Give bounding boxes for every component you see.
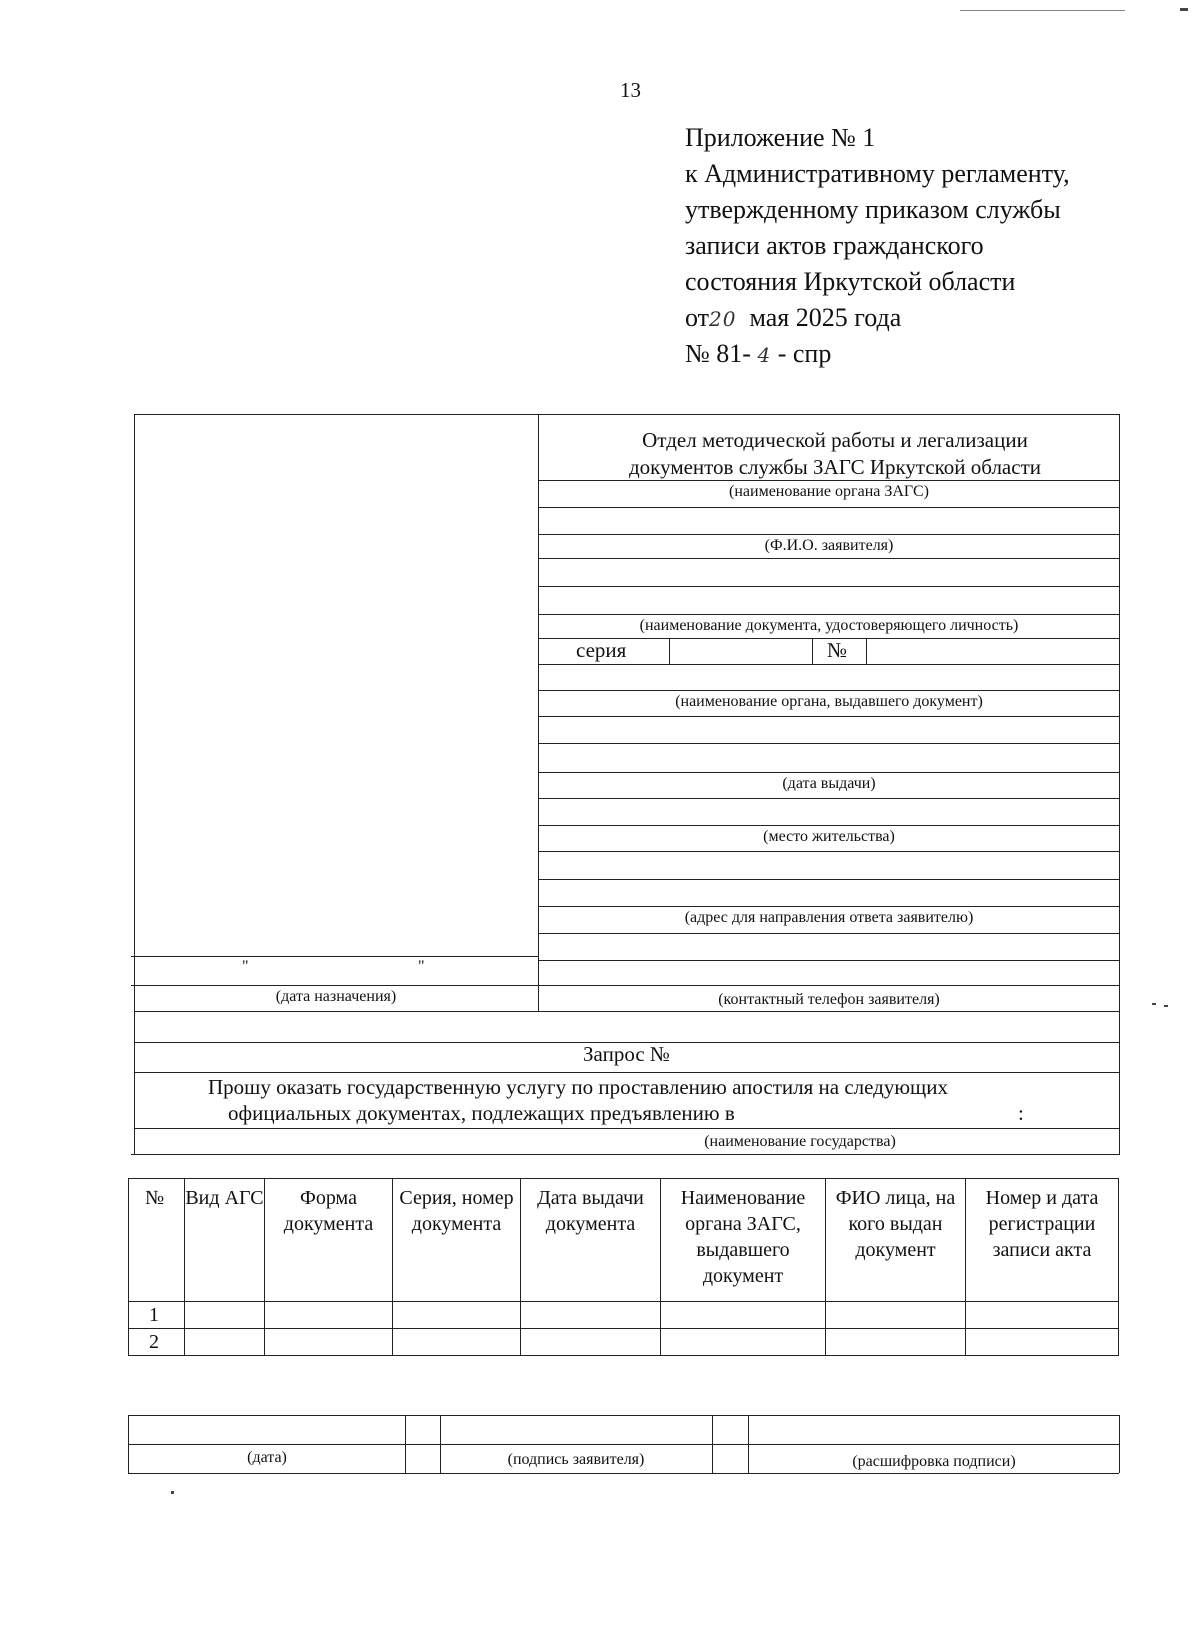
appointment-date-caption: (дата назначения): [275, 988, 397, 1005]
appendix-line: Приложение № 1: [685, 123, 876, 152]
residence-caption: (место жительства): [763, 828, 895, 845]
table-cell[interactable]: [185, 1302, 265, 1329]
appendix-line: состояния Иркутской области: [685, 267, 1016, 296]
row-number: 2: [129, 1329, 185, 1356]
signature-decode-caption: (расшифровка подписи): [852, 1453, 1016, 1470]
table-cell[interactable]: [966, 1329, 1119, 1356]
table-cell[interactable]: [826, 1302, 966, 1329]
number-suffix: - спр: [777, 339, 832, 368]
table-cell[interactable]: [265, 1302, 393, 1329]
table-cell[interactable]: [826, 1329, 966, 1356]
issue-date-caption: (дата выдачи): [782, 775, 876, 792]
quote-open: ": [242, 958, 249, 975]
table-row: [129, 1329, 1119, 1356]
date-caption: (дата): [247, 1449, 287, 1466]
address-caption: (адрес для направления ответа заявителю): [684, 909, 974, 926]
documents-table: [128, 1178, 1119, 1356]
rule: [128, 1415, 129, 1473]
rule: [538, 507, 1119, 508]
series-label: серия: [576, 638, 627, 662]
form-column-divider: [538, 414, 539, 1011]
rule: [866, 638, 867, 664]
rule: [538, 534, 1119, 535]
table-cell[interactable]: [265, 1329, 393, 1356]
form-right-border: [1119, 414, 1120, 1154]
rule: [538, 933, 1119, 934]
col-header-person: ФИО лица, на кого выдан документ: [826, 1179, 966, 1302]
page-number: 13: [620, 78, 641, 102]
id-document-caption: (наименование документа, удостоверяющего личность): [639, 617, 1019, 634]
table-row: [129, 1302, 1119, 1329]
number-label: №: [827, 638, 848, 662]
appendix-line: утвержденному приказом службы: [685, 195, 1061, 224]
request-colon: :: [1018, 1101, 1024, 1125]
scan-artifact: [1180, 8, 1188, 11]
col-header-series: Серия, номер документа: [393, 1179, 521, 1302]
table-cell[interactable]: [661, 1302, 826, 1329]
rule: [134, 1011, 1119, 1012]
col-header-registration: Номер и дата регистрации записи акта: [966, 1179, 1119, 1302]
issuer-caption: (наименование органа, выдавшего документ): [675, 693, 983, 710]
rule: [405, 1415, 406, 1473]
number-handwritten: 4: [757, 343, 772, 367]
organ-name-line2: документов службы ЗАГС Иркутской области: [629, 455, 1041, 479]
rule: [131, 985, 538, 986]
form-bottom-border: [131, 1154, 1120, 1155]
appendix-number: [685, 336, 831, 373]
request-title: Запрос №: [583, 1042, 670, 1066]
phone-caption: (контактный телефон заявителя): [718, 991, 940, 1008]
rule: [538, 586, 1119, 587]
rule: [1119, 1415, 1120, 1473]
rule: [440, 1415, 441, 1473]
rule: [538, 614, 1119, 615]
rule: [538, 906, 1119, 907]
rule: [538, 798, 1119, 799]
table-cell[interactable]: [966, 1302, 1119, 1329]
number-prefix: № 81-: [685, 339, 751, 368]
table-cell[interactable]: [185, 1329, 265, 1356]
rule: [538, 879, 1119, 880]
fio-caption: (Ф.И.О. заявителя): [764, 537, 894, 554]
rule: [134, 1128, 1119, 1129]
rule: [812, 638, 813, 664]
col-header-organ: Наименование органа ЗАГС, выдавшего документ: [661, 1179, 826, 1302]
table-header-row: [129, 1179, 1119, 1302]
form-top-border: [134, 414, 1119, 415]
rule: [128, 1473, 1119, 1474]
rule: [538, 480, 1119, 481]
rule: [538, 558, 1119, 559]
rule: [134, 1072, 1119, 1073]
table-cell[interactable]: [521, 1302, 661, 1329]
table-cell[interactable]: [393, 1302, 521, 1329]
row-number: 1: [129, 1302, 185, 1329]
rule: [538, 772, 1119, 773]
signature-caption: (подпись заявителя): [507, 1451, 645, 1468]
date-rest: мая 2025 года: [749, 303, 902, 332]
rule: [538, 664, 1119, 665]
rule: [712, 1415, 713, 1473]
rule: [131, 956, 538, 957]
rule: [128, 1444, 1119, 1445]
scan-artifact: [1152, 1003, 1156, 1005]
date-day-handwritten: 20: [709, 307, 737, 331]
rule: [748, 1415, 749, 1473]
rule: [538, 985, 1119, 986]
rule: [538, 825, 1119, 826]
table-cell[interactable]: [521, 1329, 661, 1356]
rule: [538, 690, 1119, 691]
rule: [538, 716, 1119, 717]
table-cell[interactable]: [661, 1329, 826, 1356]
date-prefix: от: [685, 303, 710, 332]
organ-caption: (наименование органа ЗАГС): [729, 483, 929, 500]
table-cell[interactable]: [393, 1329, 521, 1356]
rule: [538, 743, 1119, 744]
appendix-line: записи актов гражданского: [685, 231, 984, 260]
col-header-number: №: [129, 1179, 185, 1302]
appendix-line: к Административному регламенту,: [685, 159, 1070, 188]
scan-artifact: [171, 1491, 174, 1494]
request-line1: Прошу оказать государственную услугу по проставлению апостиля на следующих: [208, 1075, 948, 1099]
col-header-issue-date: Дата выдачи документа: [521, 1179, 661, 1302]
col-header-ags-type: Вид АГС: [185, 1179, 265, 1302]
rule: [128, 1415, 1119, 1416]
rule: [669, 638, 670, 664]
scan-artifact: [1164, 1005, 1168, 1007]
rule: [538, 851, 1119, 852]
quote-close: ": [418, 958, 425, 975]
rule: [538, 960, 1119, 961]
scan-artifact: [960, 10, 1125, 11]
request-line2: официальных документах, подлежащих предъявлению в: [228, 1101, 735, 1125]
col-header-form: Форма документа: [265, 1179, 393, 1302]
appendix-date: [685, 300, 901, 337]
organ-name-line1: Отдел методической работы и легализации: [642, 428, 1028, 452]
state-caption: (наименование государства): [704, 1133, 896, 1150]
